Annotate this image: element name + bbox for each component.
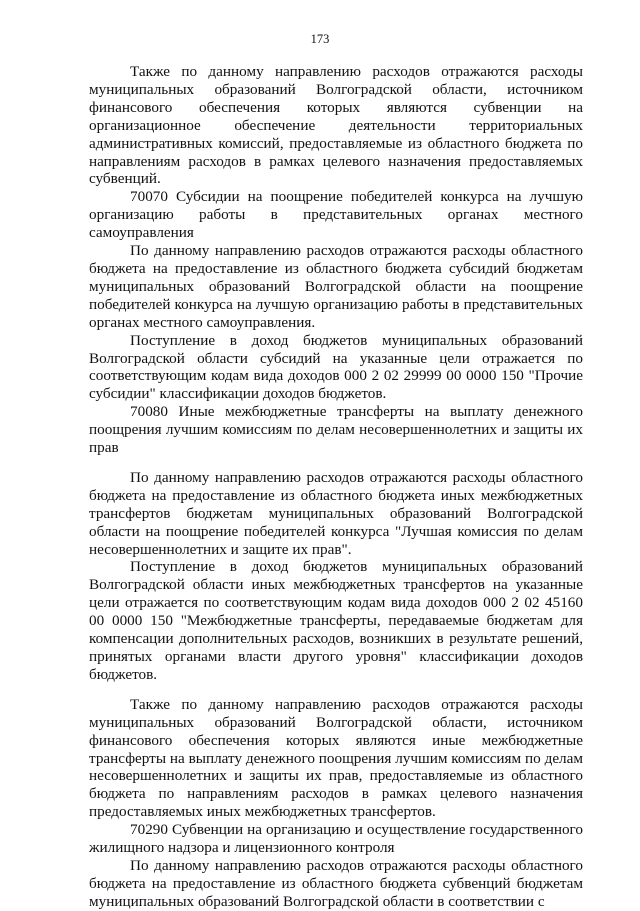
paragraph-2-heading-70070: 70070 Субсидии на поощрение победителей конкурса на лучшую организацию работы в представительных органах местного самоуправления (89, 188, 583, 242)
paragraph-3: По данному направлению расходов отражаются расходы областного бюджета на предоставление из областного бюджета субсидий бюджетам муниципальных образований Волгоградской области на поощрение победителей конкурса на лучшую организацию работы в представительных органах местного самоуправления. (89, 242, 583, 331)
paragraph-8: Также по данному направлению расходов отражаются расходы муниципальных образований Волгоградской области, источником финансового обеспечения которых являются иные межбюджетные трансферты на выплату денежного поощрения лучшим комиссиям по делам несовершеннолетних и защиты их прав, предоставляемые из областного бюджета по направлениям расходов в рамках целевого назначения предоставляемых иных межбюджетных трансфертов. (89, 695, 583, 821)
paragraph-4: Поступление в доход бюджетов муниципальных образований Волгоградской области субсидий на указанные цели отражается по соответствующим кодам вида доходов 000 2 02 29999 00 0000 150 "Прочие субсидии" классификации доходов бюджетов. (89, 331, 583, 403)
page-number: 173 (310, 32, 330, 46)
paragraph-1: Также по данному направлению расходов отражаются расходы муниципальных образований Волгоградской области, источником финансового обеспечения которых являются субвенции на организационное обеспечение деятельности территориальных административных комиссий, предоставляемые из областного бюджета по направлениям расходов в рамках целевого назначения предоставляемых субвенций. (89, 63, 583, 188)
document-body (89, 63, 583, 911)
paragraph-9-heading-70290: 70290 Субвенции на организацию и осуществление государственного жилищного надзора и лицензионного контроля (89, 821, 583, 857)
paragraph-10: По данному направлению расходов отражаются расходы областного бюджета на предоставление из областного бюджета субвенций бюджетам муниципальных образований Волгоградской области в соответствии с (89, 856, 583, 910)
paragraph-5-heading-70080: 70080 Иные межбюджетные трансферты на выплату денежного поощрения лучшим комиссиям по делам несовершеннолетних и защиты их прав (89, 403, 583, 457)
paragraph-7: Поступление в доход бюджетов муниципальных образований Волгоградской области иных межбюджетных трансфертов на указанные цели отражается по соответствующим кодам вида доходов 000 2 02 45160 00 0000 150 "Межбюджетные трансферты, передаваемые бюджетам для компенсации дополнительных расходов, возникших в результате решений, принятых органами власти другого уровня" классификации доходов бюджетов. (89, 558, 583, 683)
paragraph-6: По данному направлению расходов отражаются расходы областного бюджета на предоставление из областного бюджета иных межбюджетных трансфертов бюджетам муниципальных образований Волгоградской области на поощрение победителей конкурса "Лучшая комиссия по делам несовершеннолетних и защите их прав". (89, 468, 583, 558)
